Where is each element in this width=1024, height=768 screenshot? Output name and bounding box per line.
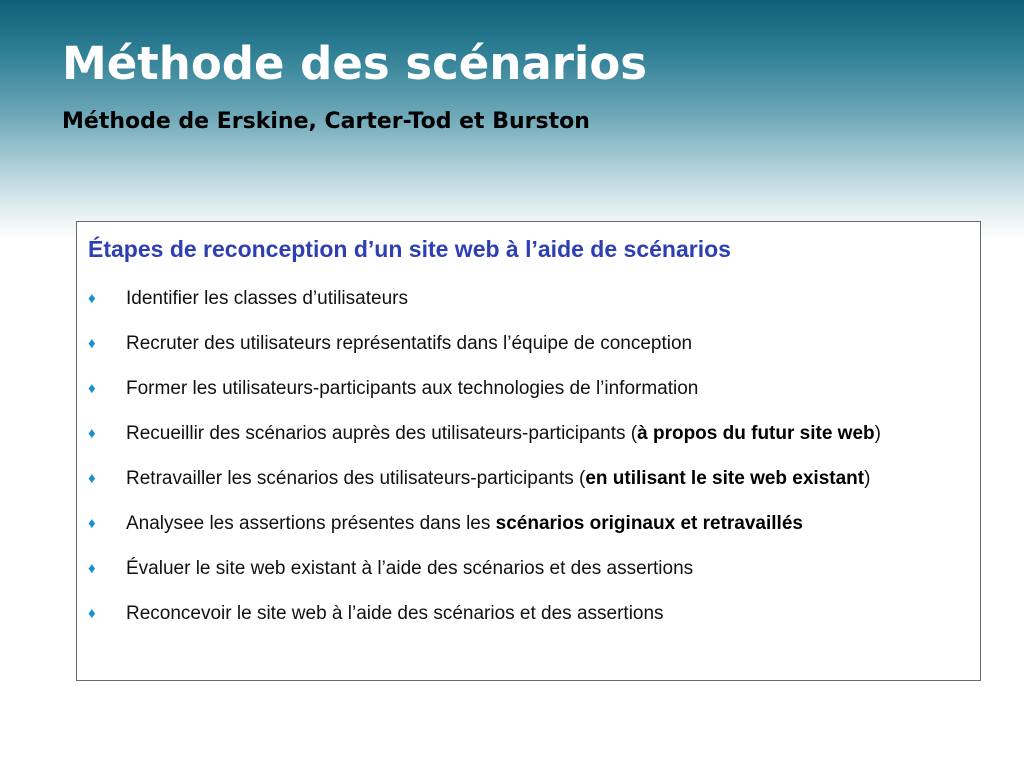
diamond-icon: ♦ [88, 515, 96, 532]
list-item-text: Évaluer le site web existant à l’aide des scénarios et des assertions [126, 558, 694, 579]
diamond-icon: ♦ [88, 470, 96, 487]
list-item [88, 507, 968, 541]
diamond-icon: ♦ [88, 605, 96, 622]
diamond-icon: ♦ [88, 335, 96, 352]
list-item-text: Recruter des utilisateurs représentatifs dans l’équipe de conception [126, 333, 693, 354]
bullet-list [88, 282, 968, 642]
list-item-text: Recueillir des scénarios auprès des utilisateurs-participants (à propos du futur site web) [126, 423, 881, 444]
list-item [88, 327, 968, 361]
list-item [88, 462, 968, 496]
slide-title: Méthode des scénarios [62, 37, 648, 90]
list-item-text: Former les utilisateurs-participants aux technologies de l’information [126, 378, 699, 399]
list-item-text: Analysee les assertions présentes dans les scénarios originaux et retravaillés [126, 513, 803, 534]
list-item [88, 372, 968, 406]
diamond-icon: ♦ [88, 425, 96, 442]
diamond-icon: ♦ [88, 560, 96, 577]
list-item [88, 597, 968, 631]
diamond-icon: ♦ [88, 380, 96, 397]
list-item [88, 282, 968, 316]
list-item-text: Reconcevoir le site web à l’aide des scénarios et des assertions [126, 603, 664, 624]
list-item-text: Identifier les classes d’utilisateurs [126, 288, 408, 309]
diamond-icon: ♦ [88, 290, 96, 307]
list-item [88, 552, 968, 586]
list-item-text: Retravailler les scénarios des utilisateurs-participants (en utilisant le site web existant) [126, 468, 871, 489]
slide-subtitle: Méthode de Erskine, Carter-Tod et Burston [62, 109, 590, 134]
box-heading: Étapes de reconception d’un site web à l’aide de scénarios [88, 236, 731, 262]
list-item [88, 417, 968, 451]
